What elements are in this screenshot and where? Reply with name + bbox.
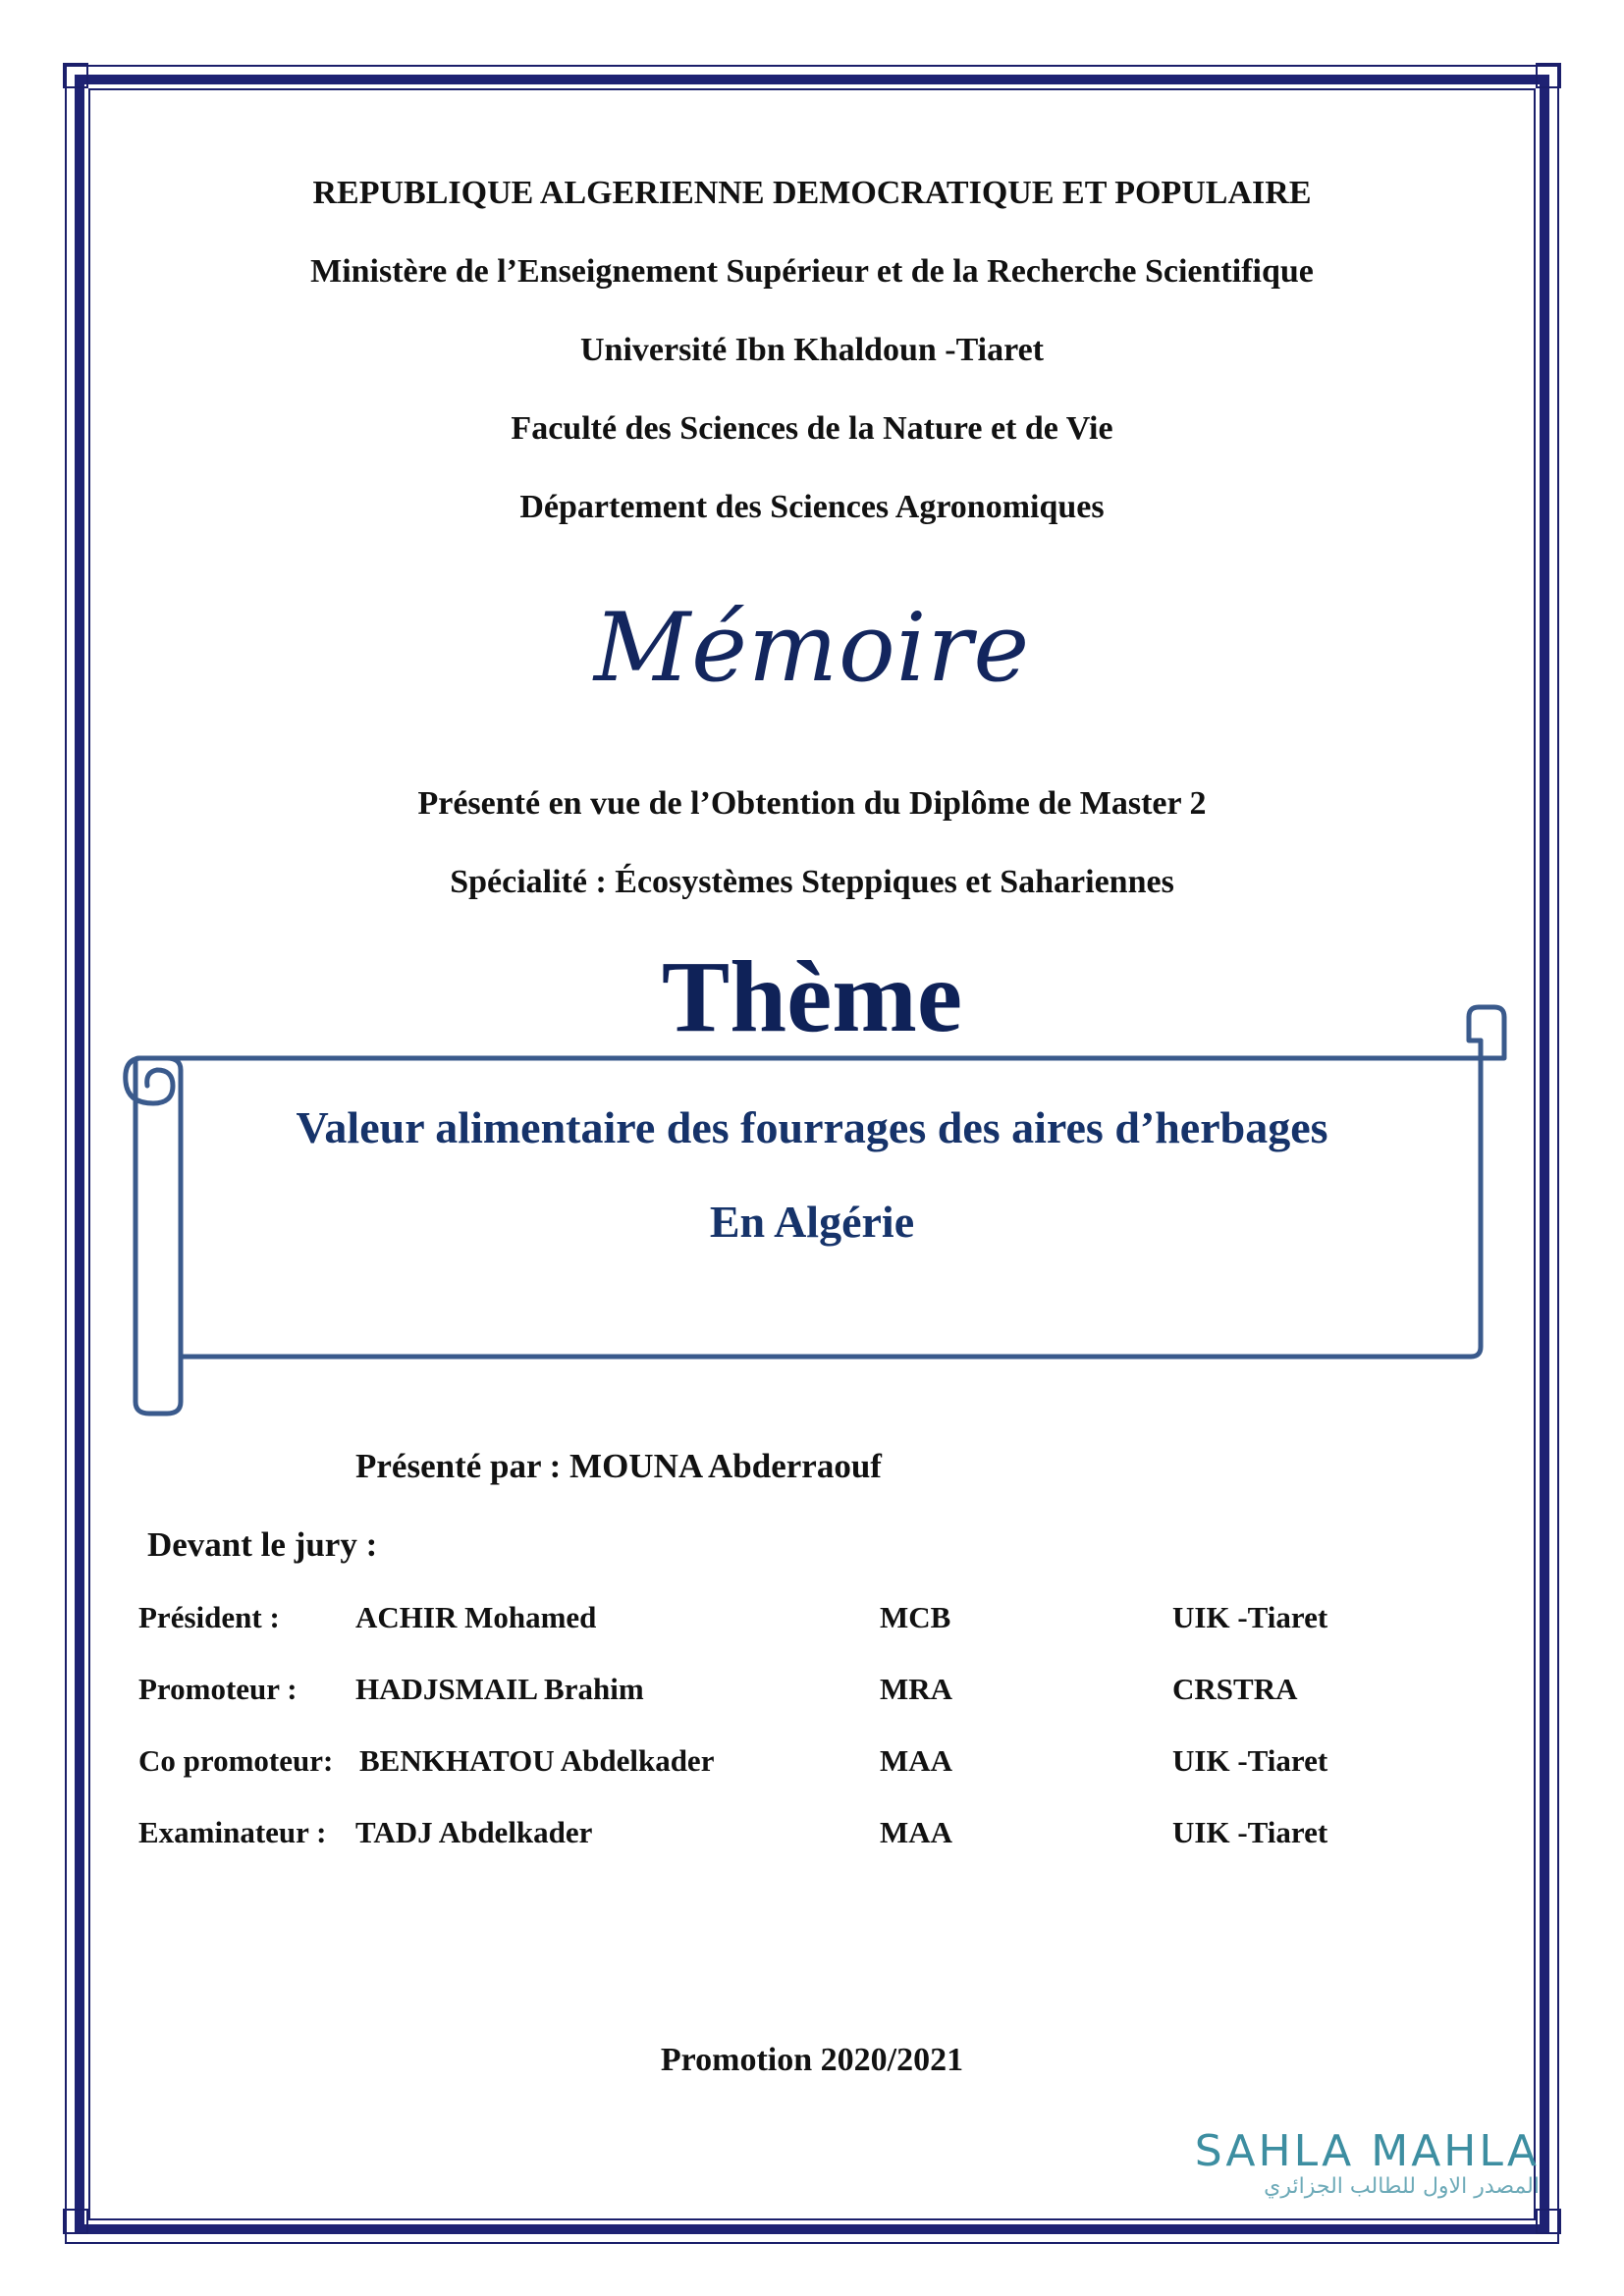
- faculty-heading: Faculté des Sciences de la Nature et de Vie: [511, 410, 1113, 447]
- jury-grade: MAA: [880, 1815, 953, 1849]
- jury-institution: UIK -Tiaret: [1172, 1743, 1328, 1778]
- jury-grade: MAA: [880, 1743, 953, 1778]
- jury-role: Président :: [138, 1600, 280, 1634]
- jury-grade: MCB: [880, 1600, 951, 1634]
- jury-institution: CRSTRA: [1172, 1672, 1298, 1706]
- jury-institution: UIK -Tiaret: [1172, 1815, 1328, 1849]
- diploma-line: Présenté en vue de l’Obtention du Diplôme de Master 2: [417, 785, 1207, 822]
- theme-heading: Thème: [661, 940, 963, 1053]
- thesis-title-line1: Valeur alimentaire des fourrages des aires d’herbages: [296, 1102, 1328, 1152]
- jury-role: Examinateur :: [138, 1815, 327, 1849]
- jury-name: HADJSMAIL Brahim: [355, 1672, 644, 1706]
- presented-by: Présenté par : MOUNA Abderraouf: [355, 1447, 882, 1485]
- jury-name: BENKHATOU Abdelkader: [359, 1743, 715, 1778]
- ministry-heading: Ministère de l’Enseignement Supérieur et de la Recherche Scientifique: [310, 253, 1314, 290]
- republic-heading: REPUBLIQUE ALGERIENNE DEMOCRATIQUE ET POPULAIRE: [312, 175, 1312, 211]
- promotion-year: Promotion 2020/2021: [660, 2042, 964, 2078]
- border-corner-ornament: [1536, 63, 1561, 88]
- jury-label: Devant le jury :: [147, 1525, 378, 1564]
- specialty-line: Spécialité : Écosystèmes Steppiques et Sahariennes: [450, 864, 1174, 900]
- jury-role: Co promoteur:: [138, 1743, 334, 1778]
- jury-institution: UIK -Tiaret: [1172, 1600, 1328, 1634]
- jury-name: ACHIR Mohamed: [355, 1600, 597, 1634]
- border-corner-ornament: [1536, 2209, 1561, 2234]
- department-heading: Département des Sciences Agronomiques: [519, 489, 1105, 525]
- document-type-title: Mémoire: [593, 593, 1031, 703]
- thesis-title-line2: En Algérie: [709, 1197, 915, 1247]
- sahla-mahla-watermark: [1195, 2126, 1540, 2199]
- watermark-tagline: المصدر الاول للطالب الجزائري: [1264, 2174, 1540, 2199]
- border-corner-ornament: [63, 2209, 88, 2234]
- university-heading: Université Ibn Khaldoun -Tiaret: [580, 332, 1044, 368]
- jury-grade: MRA: [880, 1672, 953, 1706]
- border-corner-ornament: [63, 63, 88, 88]
- jury-role: Promoteur :: [138, 1672, 298, 1706]
- jury-name: TADJ Abdelkader: [355, 1815, 593, 1849]
- watermark-brand: SAHLA MAHLA: [1194, 2126, 1540, 2176]
